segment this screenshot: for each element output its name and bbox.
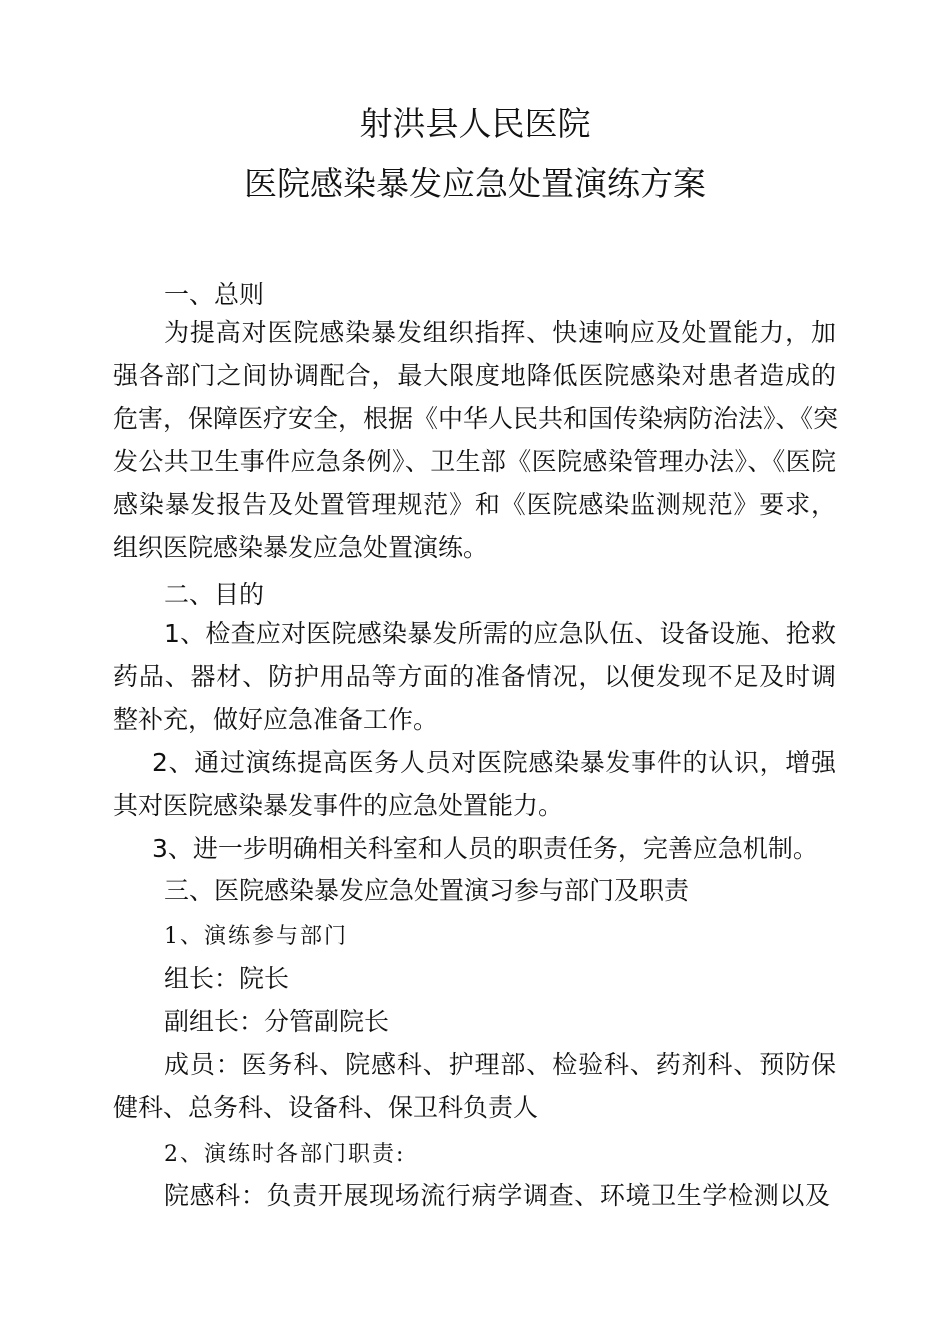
- paragraph-line: 危害，保障医疗安全，根据《中华人民共和国传染病防治法》、《突: [113, 404, 839, 433]
- paragraph-line: 药品、器材、防护用品等方面的准备情况，以便发现不足及时调: [113, 662, 836, 691]
- section-heading-purpose: 二、目的: [164, 580, 265, 609]
- members-line: 成员：医务科、院感科、护理部、检验科、药剂科、预防保: [164, 1050, 836, 1079]
- deputy-leader-line: 副组长：分管副院长: [164, 1007, 390, 1036]
- section-heading-general: 一、总则: [164, 280, 265, 309]
- subheading-department-duties: 2、演练时各部门职责:: [164, 1142, 406, 1167]
- paragraph-line: 强各部门之间协调配合，最大限度地降低医院感染对患者造成的: [113, 361, 836, 390]
- section-heading-departments: 三、医院感染暴发应急处置演习参与部门及职责: [164, 876, 690, 905]
- document-title-hospital: 射洪县人民医院: [359, 104, 591, 143]
- paragraph-line: 其对医院感染暴发事件的应急处置能力。: [113, 791, 564, 820]
- paragraph-line: 组织医院感染暴发应急处置演练。: [113, 533, 489, 562]
- paragraph-line: 发公共卫生事件应急条例》、卫生部《医院感染管理办法》、《医院: [113, 447, 836, 476]
- paragraph-line: 1、检查应对医院感染暴发所需的应急队伍、设备设施、抢救: [164, 619, 836, 648]
- leader-line: 组长：院长: [164, 964, 290, 993]
- paragraph-line: 2、通过演练提高医务人员对医院感染暴发事件的认识，增强: [152, 748, 836, 777]
- paragraph-line: 3、进一步明确相关科室和人员的职责任务，完善应急机制。: [152, 834, 818, 863]
- duty-line: 院感科：负责开展现场流行病学调查、环境卫生学检测以及: [164, 1181, 830, 1210]
- paragraph-line: 为提高对医院感染暴发组织指挥、快速响应及处置能力，加: [164, 318, 836, 347]
- document-title-plan: 医院感染暴发应急处置演练方案: [244, 164, 706, 203]
- members-line: 健科、总务科、设备科、保卫科负责人: [113, 1093, 539, 1122]
- paragraph-line: 感染暴发报告及处置管理规范》和《医院感染监测规范》要求，: [113, 490, 836, 519]
- subheading-participating-departments: 1、演练参与部门: [164, 924, 348, 949]
- paragraph-line: 整补充，做好应急准备工作。: [113, 705, 439, 734]
